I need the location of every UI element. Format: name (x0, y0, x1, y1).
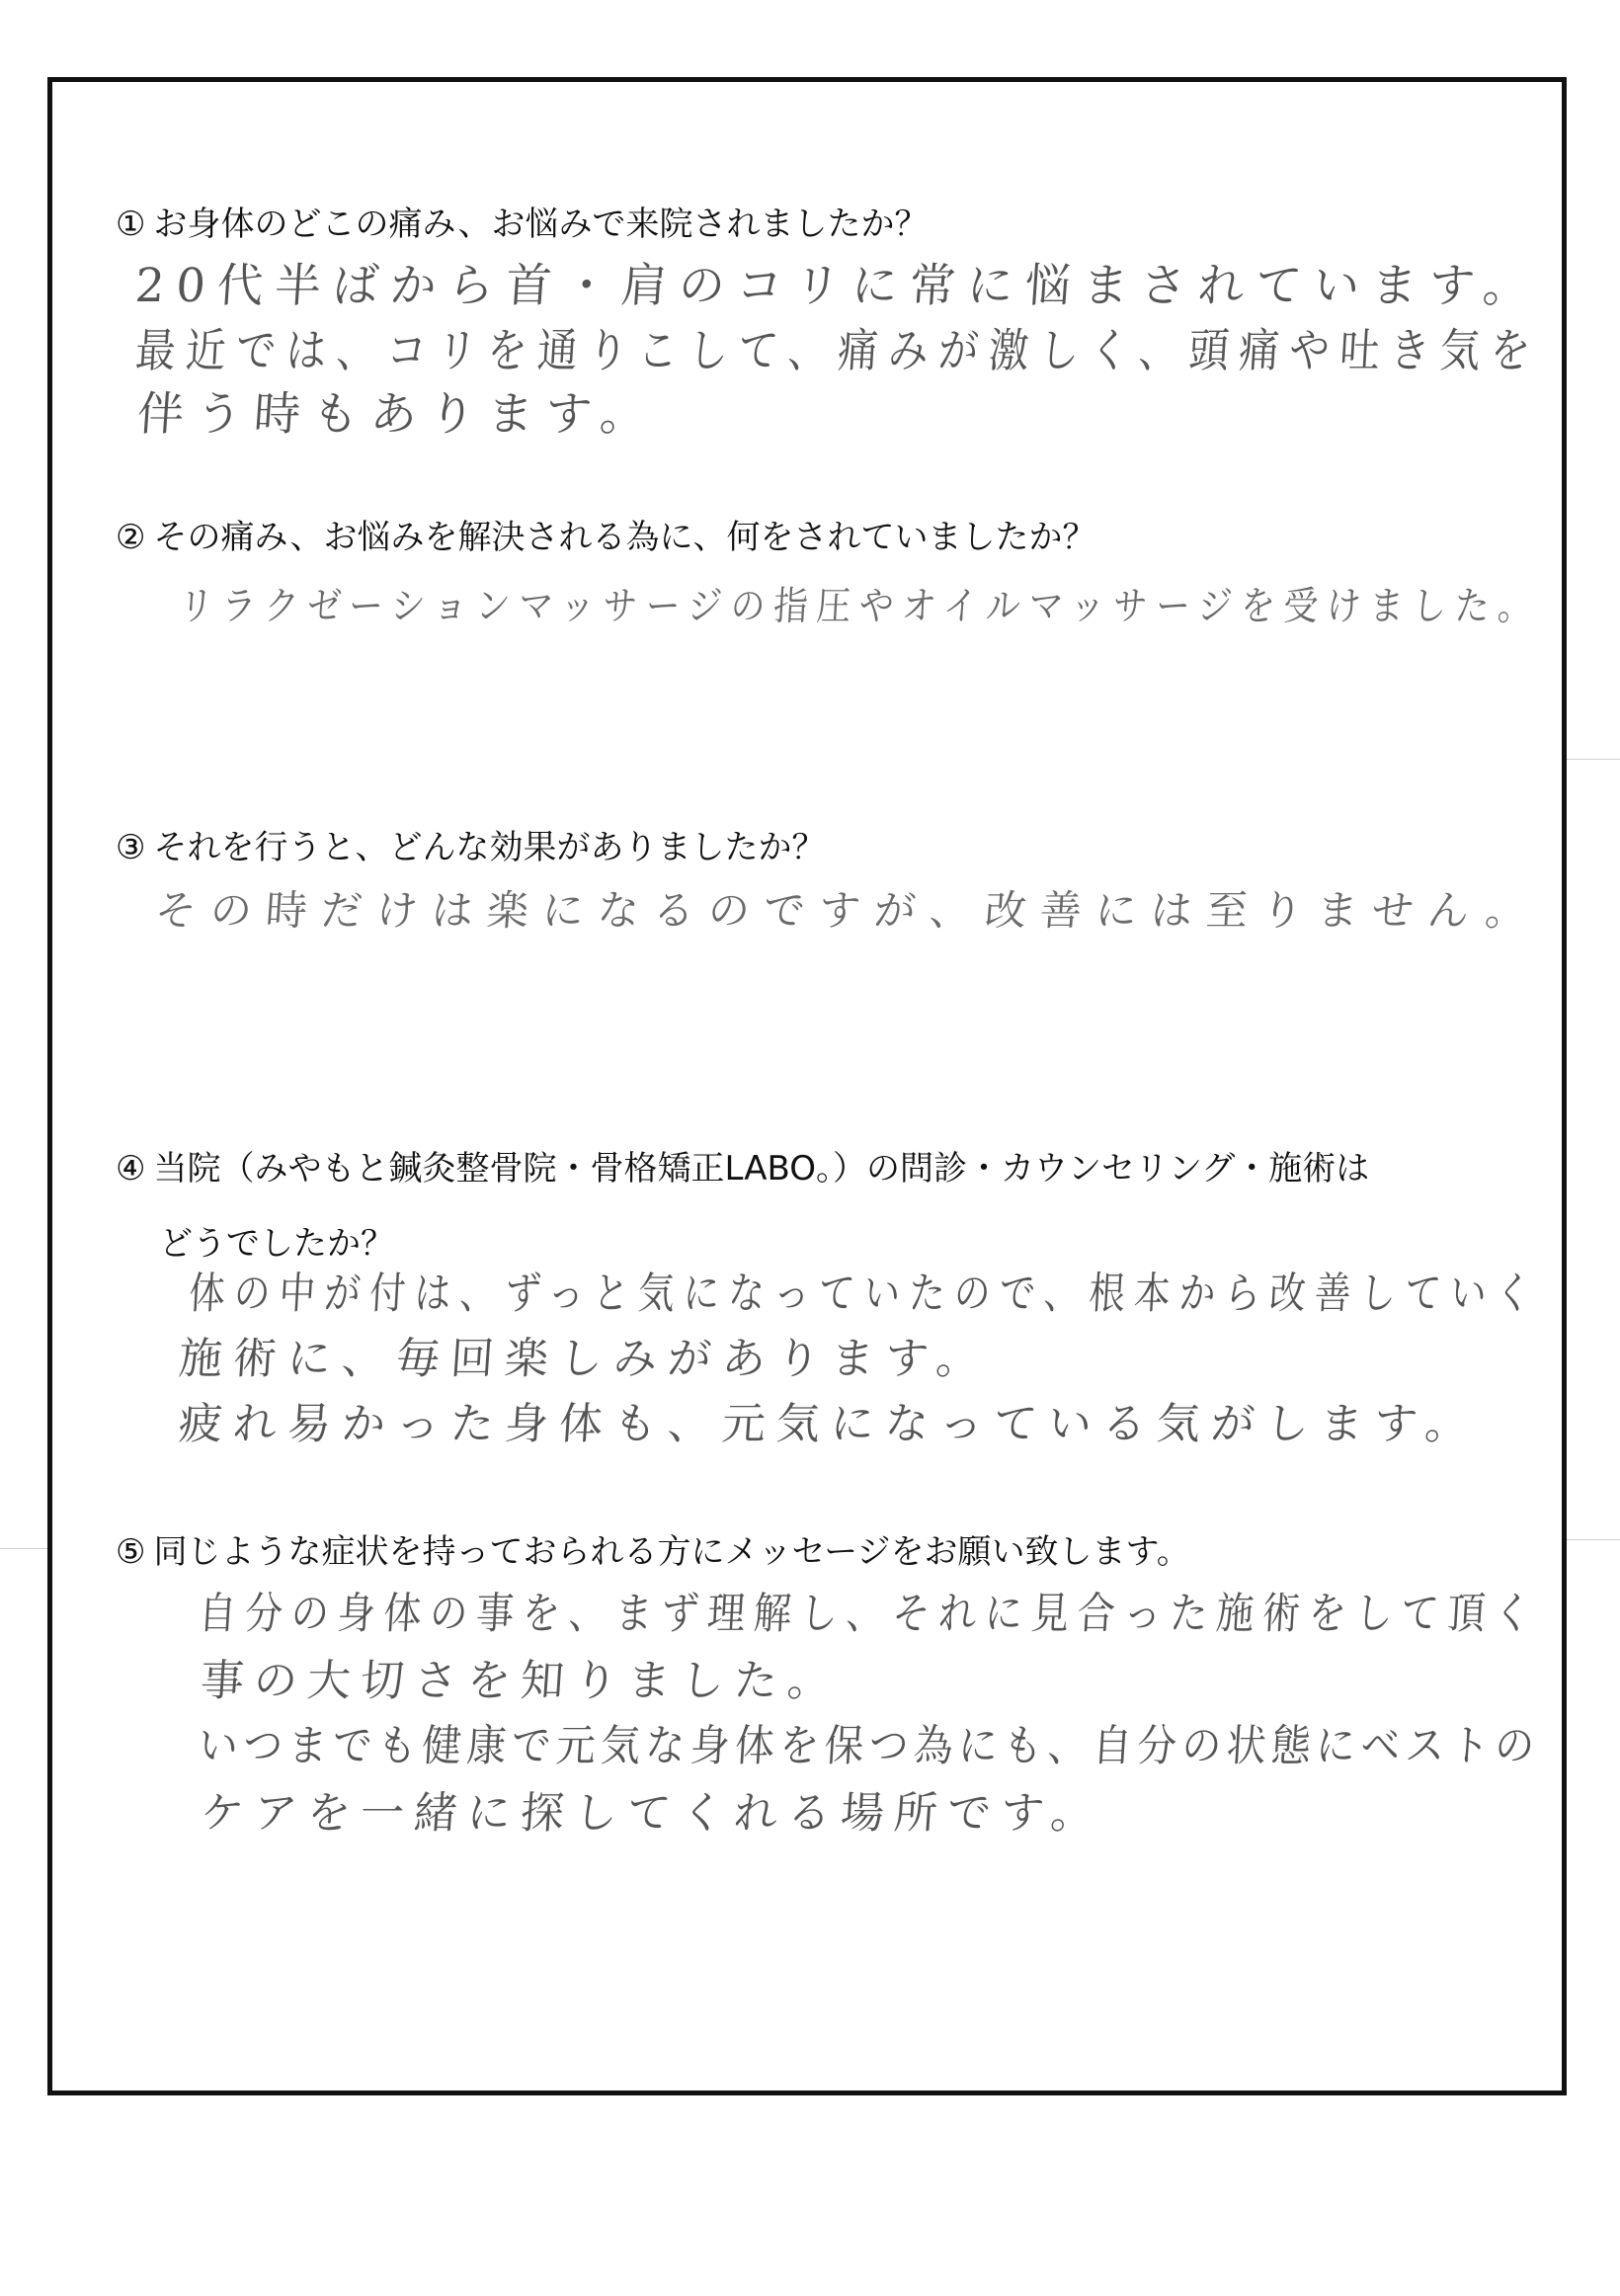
answer-2-line-1: リラクゼーションマッサージの指圧やオイルマッサージを受けました。 (177, 584, 1543, 629)
scan-artifact-right-upper (1567, 759, 1620, 760)
answer-1-line-2: 最近では、コリを通りこして、痛みが激しく、頭痛や吐き気を (133, 324, 1543, 378)
question-2 (116, 518, 1096, 557)
question-5-text: 同じような症状を持っておられる方にメッセージをお願い致します。 (153, 1532, 1190, 1572)
question-1-text: お身体のどこの痛み、お悩みで来院されましたか？ (153, 205, 929, 244)
question-2-number: ② (116, 518, 146, 557)
answer-3-line-1: その時だけは楽になるのですが、改善には至りません。 (153, 886, 1543, 935)
question-1-number: ① (116, 205, 146, 244)
question-3 (116, 828, 825, 867)
question-1 (116, 205, 929, 244)
question-2-text: その痛み、お悩みを解決される為に、何をされていましたか？ (153, 518, 1096, 557)
answer-1-line-1: 20代半ばから首・肩のコリに常に悩まされています。 (132, 259, 1543, 313)
question-4-continued: どうでしたか？ (159, 1224, 394, 1264)
answer-5-line-2: 事の大切さを知りました。 (199, 1656, 843, 1706)
answer-5-line-4: ケアを一緒に探してくれる場所です。 (199, 1788, 1106, 1839)
question-5 (116, 1532, 1190, 1572)
scan-artifact-left (0, 1548, 47, 1549)
question-5-number: ⑤ (116, 1532, 146, 1572)
answer-4-line-2: 施術に、毎回楽しみがあります。 (177, 1334, 993, 1384)
question-4 (116, 1149, 1369, 1189)
answer-5-line-1: 自分の身体の事を、まず理解し、それに見合った施術をして頂く (197, 1589, 1542, 1639)
question-3-text: それを行うと、どんな効果がありましたか？ (153, 828, 826, 867)
survey-sheet (47, 77, 1567, 2095)
answer-4-line-3: 疲れ易かった身体も、元気になっている気がします。 (177, 1399, 1482, 1449)
question-3-number: ③ (116, 828, 146, 867)
answer-4-line-1: 体の中が付は、ずっと気になっていたので、根本から改善していく (187, 1269, 1542, 1319)
question-4-number: ④ (116, 1149, 146, 1189)
answer-1-line-3: 伴う時もあります。 (135, 387, 661, 442)
answer-5-line-3: いつまでも健康で元気な身体を保つ為にも、自分の状態にベストの (197, 1721, 1542, 1771)
question-4-text: 当院（みやもと鍼灸整骨院・骨格矯正LABO。）の問診・カウンセリング・施術は (153, 1149, 1370, 1189)
scan-artifact-right-lower (1567, 1539, 1620, 1540)
